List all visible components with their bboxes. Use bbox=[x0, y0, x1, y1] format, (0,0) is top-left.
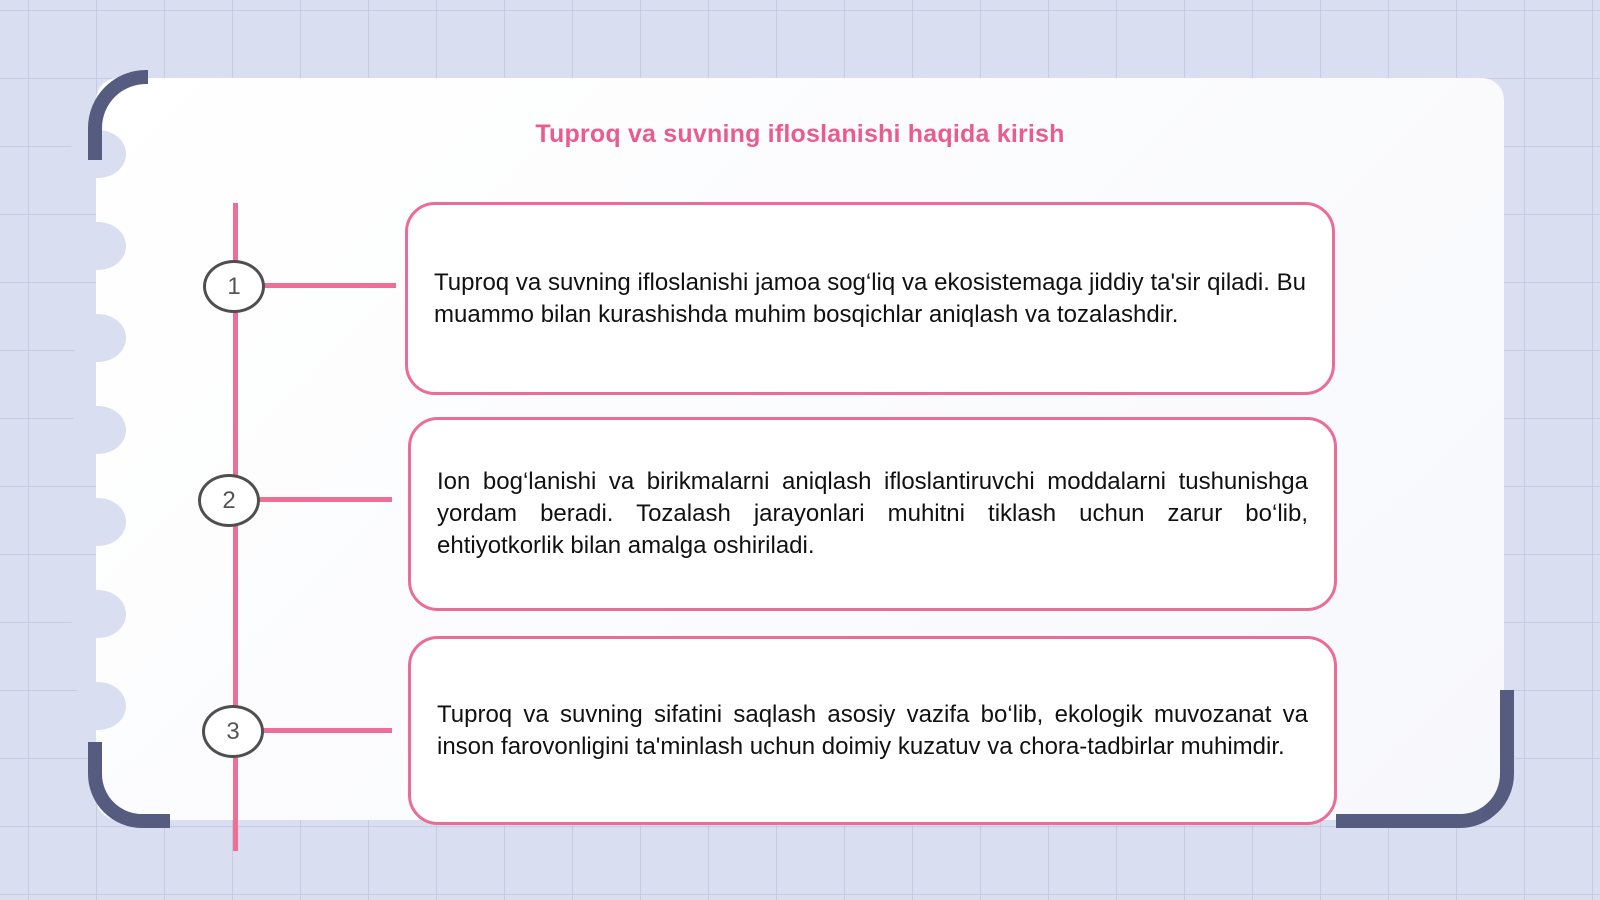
edge-scallop bbox=[70, 406, 126, 454]
corner-bracket-bottom-right bbox=[1336, 690, 1514, 828]
torn-edge bbox=[70, 130, 126, 770]
edge-scallop bbox=[70, 314, 126, 362]
step-card bbox=[405, 202, 1335, 395]
slide-title: Tuproq va suvning ifloslanishi haqida kirish bbox=[535, 120, 1065, 148]
step-text: Tuproq va suvning sifatini saqlash asosiy vazifa bo‘lib, ekologik muvozanat va inson farovonligini ta'minlash uchun doimiy kuzatuv va chora-tadbirlar muhimdir. bbox=[437, 700, 1308, 760]
step-card bbox=[408, 417, 1337, 611]
corner-bracket-top-left bbox=[88, 70, 148, 160]
step-number: 2 bbox=[222, 486, 236, 514]
step-number-badge bbox=[198, 474, 260, 527]
step-number-badge bbox=[202, 705, 264, 758]
step-text: Ion bog‘lanishi va birikmalarni aniqlash ifloslantiruvchi moddalarni tushunishga yordam beradi. Tozalash jarayonlari muhitni tiklash uchun zarur bo‘lib, ehtiyotkorlik bilan amalga oshiriladi. bbox=[437, 468, 1308, 559]
edge-scallop bbox=[70, 498, 126, 546]
step-connector bbox=[262, 728, 392, 733]
edge-scallop bbox=[70, 590, 126, 638]
step-connector bbox=[262, 283, 396, 288]
step-text: Tuproq va suvning ifloslanishi jamoa sog‘liq va ekosistemaga jiddiy ta'sir qiladi. Bu muammo bilan kurashishda muhim bosqichlar aniqlash va tozalashdir. bbox=[434, 268, 1306, 328]
step-number: 3 bbox=[226, 717, 240, 745]
step-connector bbox=[258, 497, 392, 502]
edge-scallop bbox=[70, 682, 126, 730]
step-number-badge bbox=[203, 260, 265, 313]
step-card bbox=[408, 636, 1337, 825]
step-number: 1 bbox=[227, 272, 241, 300]
corner-bracket-bottom-left bbox=[88, 742, 170, 828]
edge-scallop bbox=[70, 222, 126, 270]
